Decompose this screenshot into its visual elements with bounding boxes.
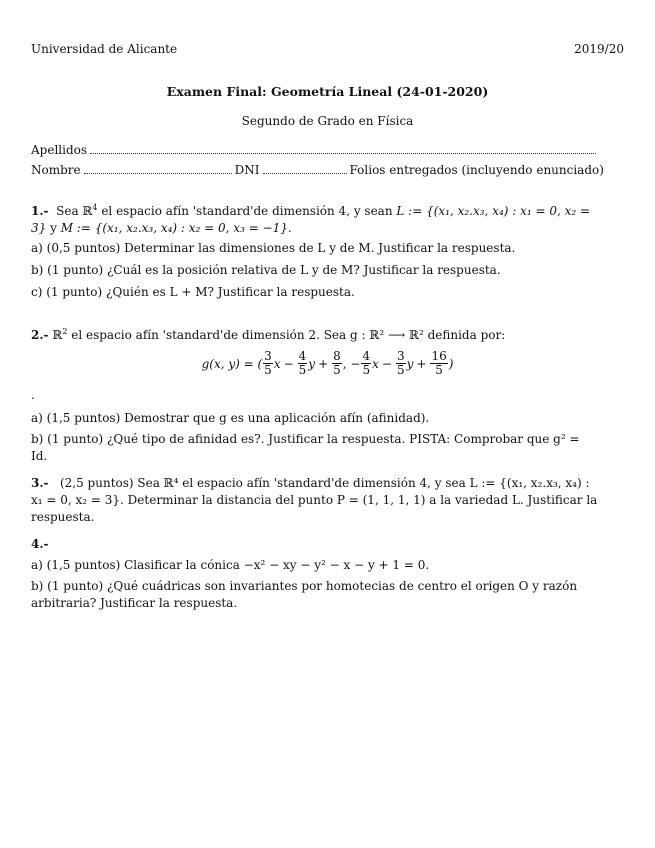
apellidos-line [31,143,599,157]
question-3-statement [31,475,599,526]
folios-label: Folios entregados (incluyendo enunciado) [349,163,604,177]
question-1-c: c) (1 punto) ¿Quién es L + M? Justificar la respuesta. [31,285,355,299]
q2-intro: el espacio afín 'standard'de dimensión 2. Sea g : ℝ² ⟶ ℝ² definida por: [67,328,506,342]
q1-set-M: M := {(x₁, x₂.x₃, x₄) : x₂ = 0, x₃ = −1}. [60,221,292,235]
question-1-a: a) (0,5 puntos) Determinar las dimensiones de L y de M. Justificar la respuesta. [31,241,516,255]
fraction-6: $\frac{16}{5}$ [431,349,447,377]
question-1-b: b) (1 punto) ¿Cuál es la posición relativa de L y de M? Justificar la respuesta. [31,263,501,277]
university-name: Universidad de Alicante [31,42,178,56]
nombre-field[interactable] [84,163,232,174]
apellidos-label: Apellidos [31,143,88,157]
question-4-number: 4.- [31,537,49,551]
q1-intro-b: el espacio afín 'standard'de dimensión 4, y sean [97,204,397,218]
question-1-statement: 1.- Sea ℝ$^4$ el espacio afín 'standard'de dimensión 4, y sean L := {(x₁, x₂.x₃, x₄) : x₁ = 0, x₂ = 3} y M := {(x₁, x₂.x₃, x₄) : x₂ = 0, x₃ = −1}. [31,203,591,235]
question-2-a: a) (1,5 puntos) Demostrar que g es una aplicación afín (afinidad). [31,411,430,425]
dni-field[interactable] [263,163,347,174]
question-2-number: 2.- [31,328,49,342]
formula-lhs: g(x, y) = ( [201,356,263,371]
fraction-1: $\frac{3}{5}$ [264,349,272,377]
exam-title: Examen Final: Geometría Lineal (24-01-2020) [166,84,489,99]
q1-set-L: L := {(x₁, x₂.x₃, x₄) : x₁ = 0, x₂ = 3} [31,204,591,235]
question-3-number: 3.- [31,476,49,490]
nombre-label: Nombre [31,163,81,177]
question-1-number: 1.- [31,204,49,218]
fraction-4: $\frac{4}{5}$ [362,349,371,377]
dni-label: DNI [234,163,260,177]
g-definition-formula: g(x, y) = ( $\frac{3}{5}$ x − $\frac{4}{5}$ y + $\frac{8}{5}$ , − $\frac{4}{5}$ x − $\frac{3}{5}$ y + $\frac{16}{5}$ ) [201,349,454,377]
formula-period: . [31,388,35,402]
exam-subtitle: Segundo de Grado en Física [241,114,414,128]
question-2-b: b) (1 punto) ¿Qué tipo de afinidad es?. Justificar la respuesta. PISTA: Comprobar que g² = Id. [31,432,580,463]
nombre-line [31,163,604,177]
fraction-2: $\frac{4}{5}$ [298,349,307,377]
question-2-statement: 2.- ℝ$^2$ el espacio afín 'standard'de dimensión 2. Sea g : ℝ² ⟶ ℝ² definida por: [31,327,506,342]
q1-intro-a: Sea ℝ [56,204,93,218]
question-4-b: b) (1 punto) ¿Qué cuádricas son invariantes por homotecias de centro el origen O y razón arbitraria? Justificar la respuesta. [31,579,578,610]
q1-conj: y [46,221,57,235]
formula-rhs: ) [448,356,454,371]
apellidos-field[interactable] [90,143,596,154]
q3-text: (2,5 puntos) Sea ℝ⁴ el espacio afín 'standard'de dimensión 4, y sea L := {(x₁, x₂.x₃, x₄) : x₁ = 0, x₂ = 3}. Determinar la distancia del punto P = (1, 1, 1, 1) a la variedad L. Justificar la respuesta. [31,476,598,524]
question-4-a: a) (1,5 puntos) Clasificar la cónica −x² − xy − y² − x − y + 1 = 0. [31,558,430,572]
fraction-5: $\frac{3}{5}$ [396,349,405,377]
fraction-3: $\frac{8}{5}$ [333,349,341,377]
academic-year: 2019/20 [574,42,624,56]
